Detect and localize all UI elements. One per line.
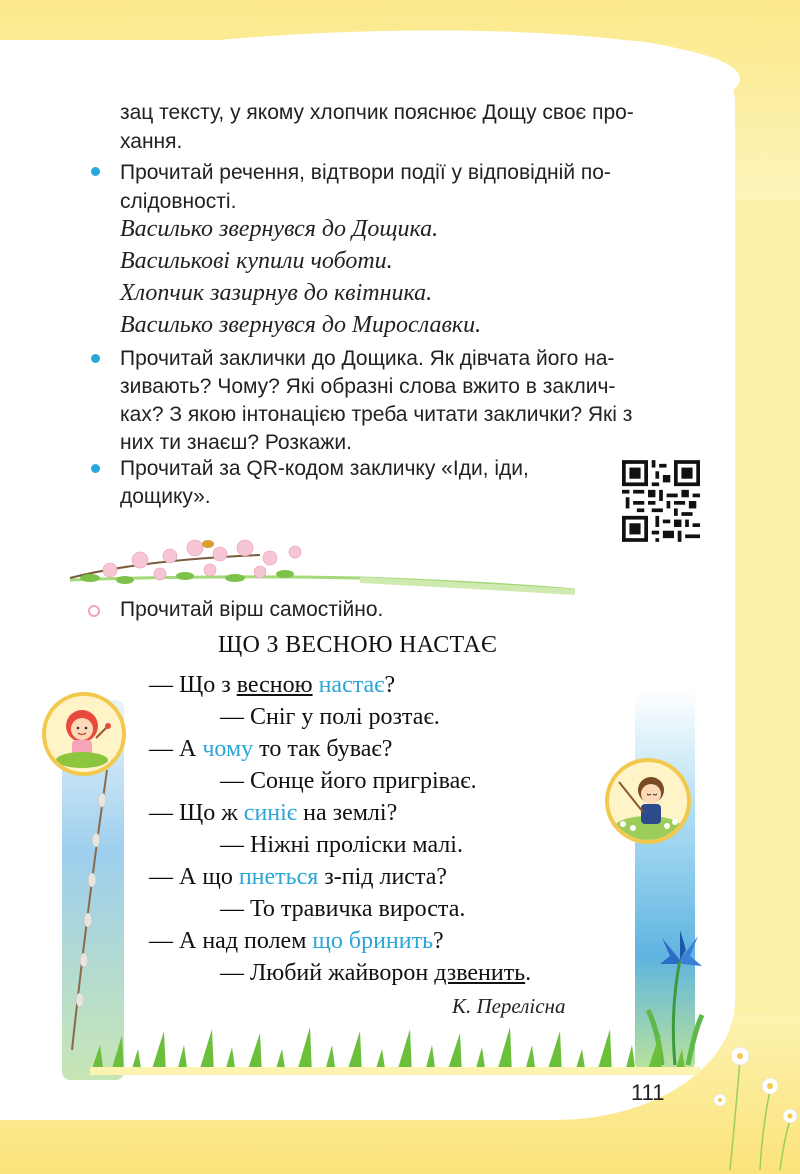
underlined-word: дзвенить <box>434 960 526 986</box>
task-text: Прочитай заклички до Дощика. Як дівчата його на- <box>120 347 615 370</box>
poem-line: — Що з весною настає? <box>149 672 396 698</box>
poem-title: ЩО З ВЕСНОЮ НАСТАЄ <box>218 632 498 658</box>
bullet-dot <box>91 354 100 363</box>
poem-line: — А що пнеться з-під листа? <box>149 864 448 890</box>
bullet-dot <box>91 167 100 176</box>
poem-author: К. Перелісна <box>452 994 566 1018</box>
underlined-word: весною <box>236 672 313 698</box>
task-text: зивають? Чому? Які образні слова вжито в заклич- <box>120 375 616 398</box>
girl-with-drum-icon <box>42 692 126 776</box>
task-text: дощику». <box>120 485 211 508</box>
sentence-item: Хлопчик зазирнув до квітника. <box>120 280 433 306</box>
qr-code-icon[interactable] <box>622 460 700 542</box>
task-text: ках? З якою інтонацією треба читати заклички? Які з <box>120 403 633 426</box>
highlighted-word: що бринить <box>312 928 434 954</box>
highlighted-word: чому <box>202 736 254 762</box>
highlighted-word: настає <box>318 672 385 698</box>
highlighted-word: синіє <box>243 800 298 826</box>
poem-line: — Любий жайворон дзвенить. <box>220 960 532 986</box>
sentence-item: Василько звернувся до Дощика. <box>120 216 439 242</box>
daisy-flowers-icon <box>700 1020 800 1174</box>
highlighted-word: пнеться <box>238 864 319 890</box>
page-number: 111 <box>631 1080 665 1105</box>
poem-line: — Сніг у полі розтає. <box>220 704 440 730</box>
poem-line: — То травичка вироста. <box>220 896 466 922</box>
poem-line: — Ніжні проліски малі. <box>220 832 463 858</box>
paragraph-line: хання. <box>120 130 183 153</box>
grass-icon <box>90 1015 700 1075</box>
paragraph-line: зац тексту, у якому хлопчик пояснює Дощу своє про- <box>120 101 634 124</box>
task-text: слідовності. <box>120 190 237 213</box>
sentence-item: Васильковi купили чоботи. <box>120 248 393 274</box>
poem-line: — Сонце його пригріває. <box>220 768 477 794</box>
task-text: Прочитай за QR-кодом закличку «Іди, іди, <box>120 457 529 480</box>
task-text: них ти знаєш? Розкажи. <box>120 431 352 454</box>
bullet-circle <box>88 605 100 617</box>
task-text: Прочитай вірш самостійно. <box>120 598 384 621</box>
poem-line: — А над полем що бринить? <box>149 928 444 954</box>
bullet-dot <box>91 464 100 473</box>
task-text: Прочитай речення, відтвори події у відповідній по- <box>120 161 611 184</box>
sentence-item: Василько звернувся до Мирославки. <box>120 312 482 338</box>
boy-with-branch-icon <box>605 758 691 844</box>
blossom-branch-icon <box>60 530 580 600</box>
poem-line: — Що ж синіє на землі? <box>149 800 398 826</box>
poem-line: — А чому то так буває? <box>149 736 393 762</box>
